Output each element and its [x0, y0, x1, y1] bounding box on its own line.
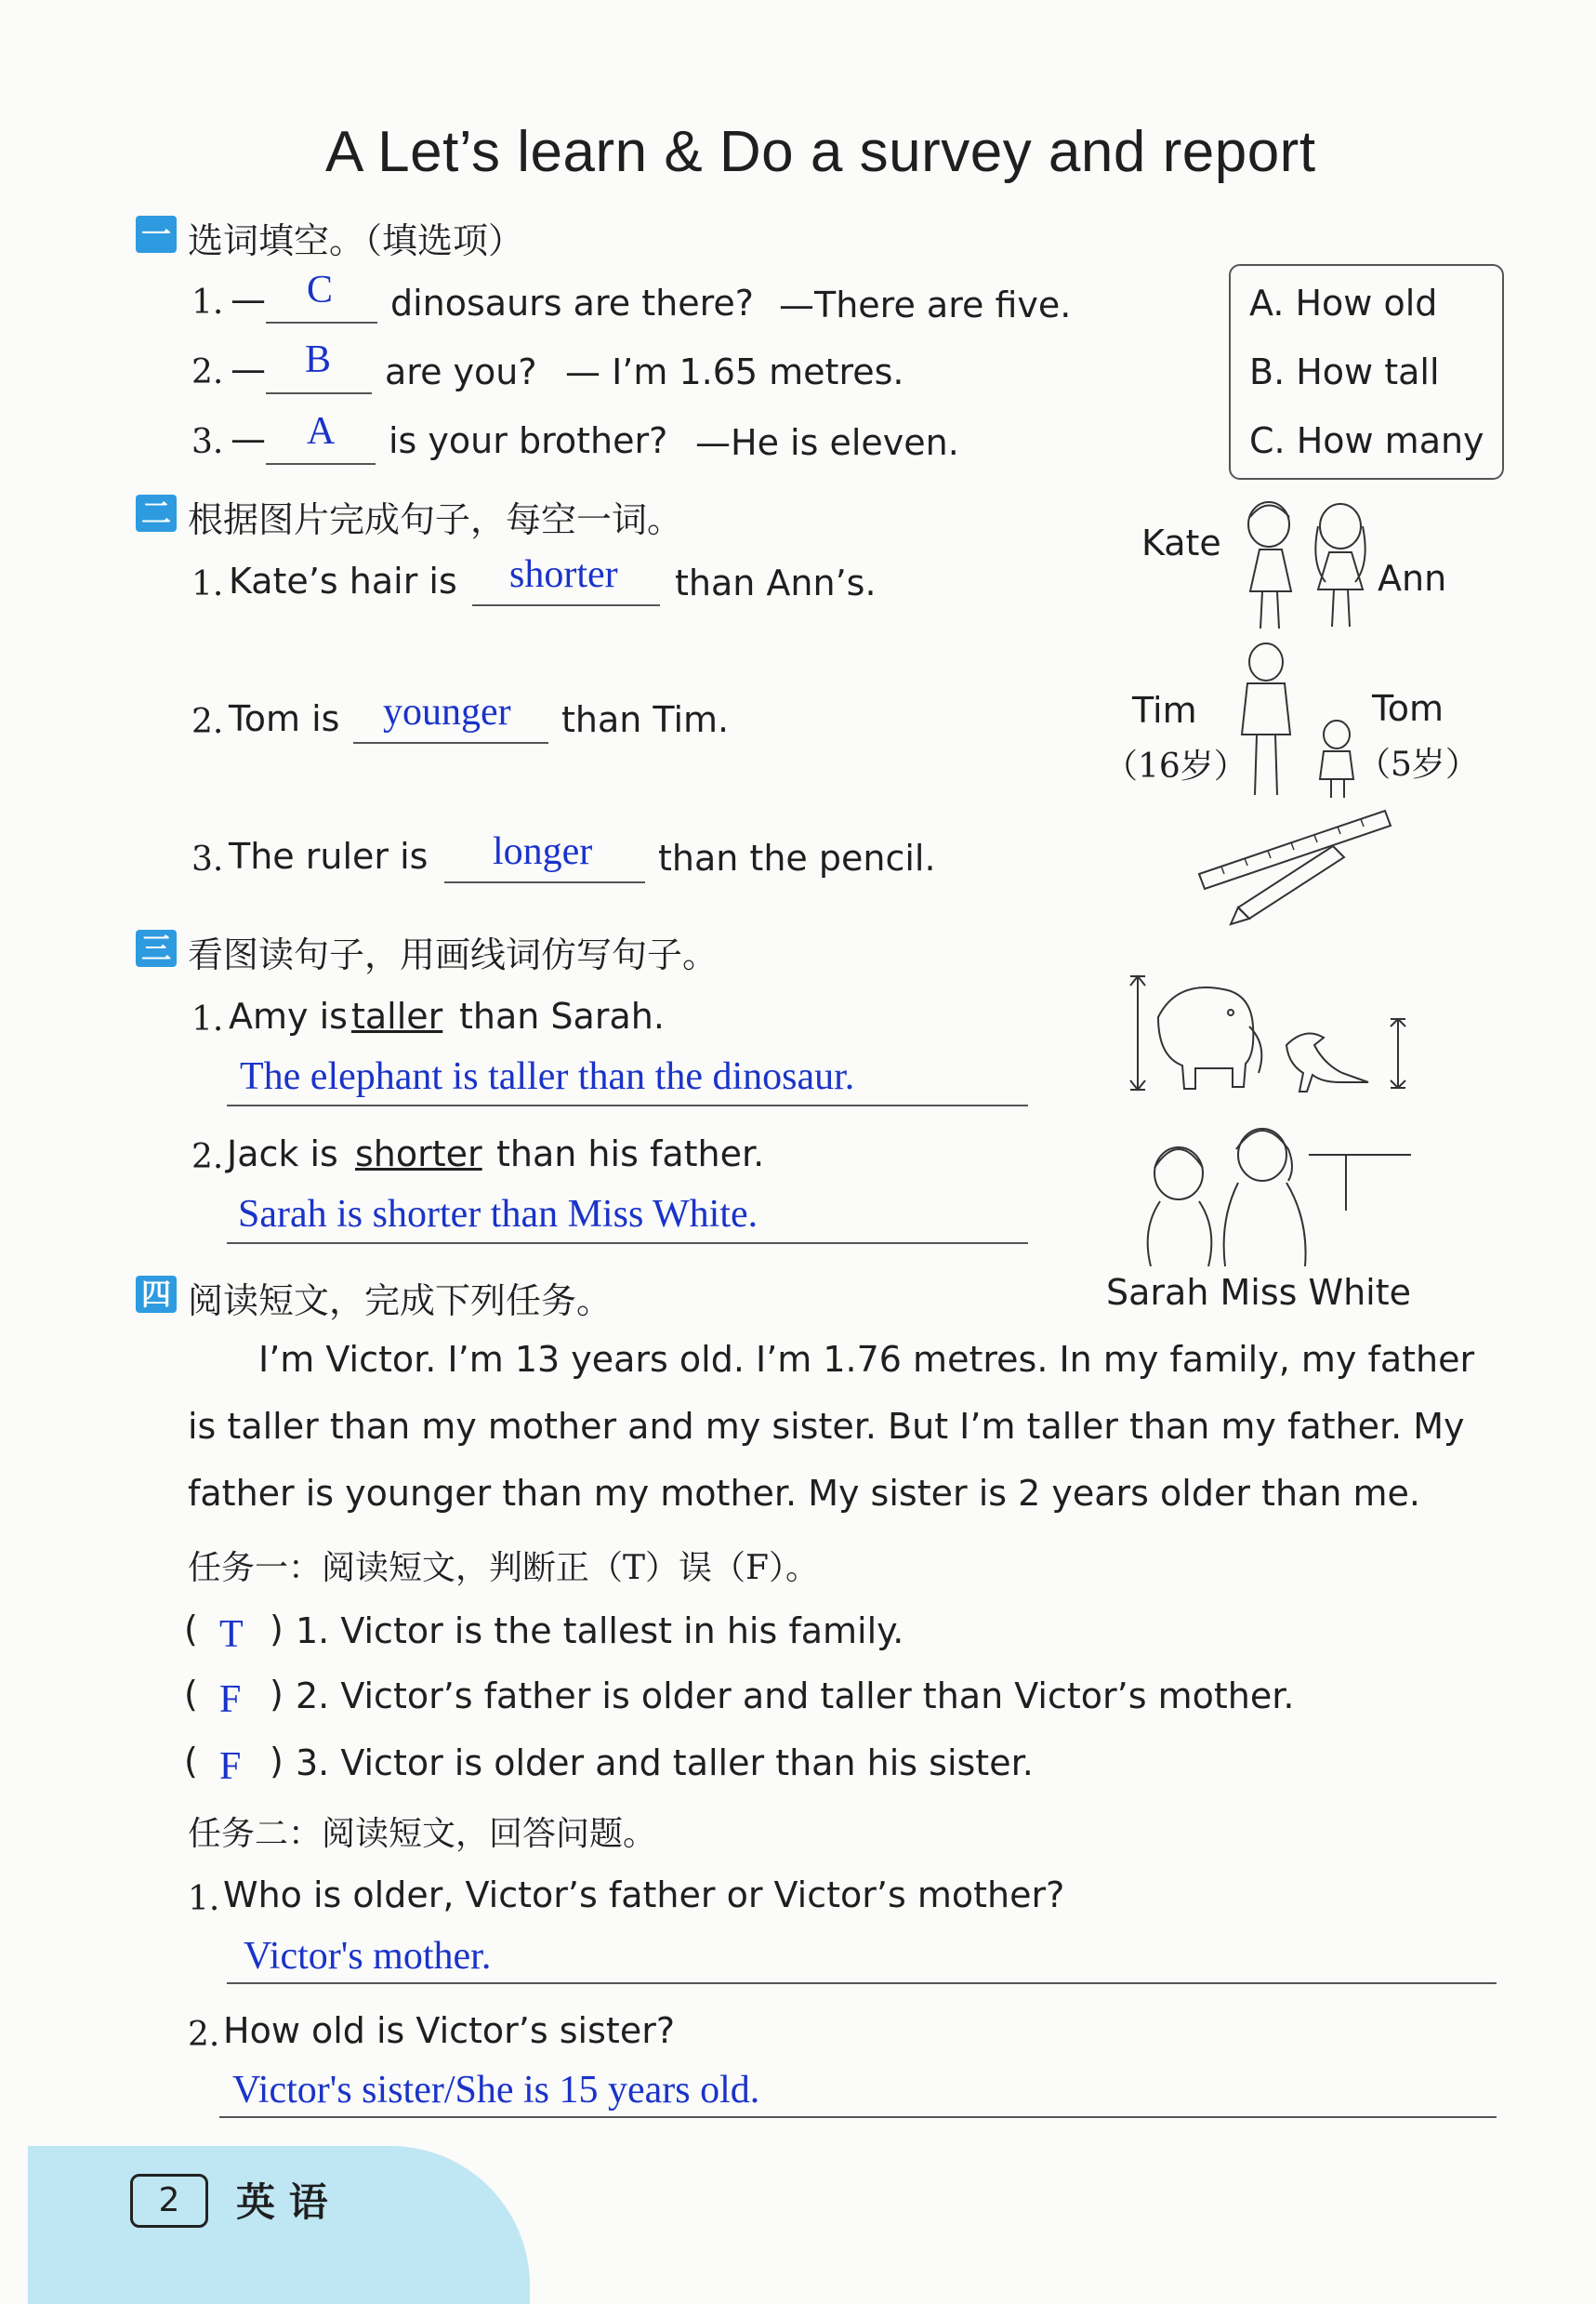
task1-item1-text: 1. Victor is the tallest in his family. — [296, 1610, 904, 1651]
s3-q2-before: Jack is — [227, 1133, 338, 1174]
passage-line-1: I’m Victor. I’m 13 years old. I’m 1.76 metres. In my family, my father — [258, 1339, 1475, 1380]
boys-illustration — [1227, 642, 1366, 800]
task1-item2-text: 2. Victor’s father is older and taller than Victor’s mother. — [296, 1675, 1295, 1716]
passage-line-3: father is younger than my mother. My sister is 2 years older than me. — [188, 1473, 1420, 1514]
task1-item1-answer: T — [219, 1613, 244, 1656]
s1-q1-answer: C — [307, 269, 334, 311]
s2-q3-after: than the pencil. — [658, 838, 936, 879]
option-b: B. How tall — [1249, 351, 1440, 392]
label-tim: Tim — [1132, 690, 1197, 731]
s2-q2-before: Tom is — [229, 698, 340, 739]
s2-q3-before: The ruler is — [229, 836, 429, 877]
passage-line-2: is taller than my mother and my sister. But I’m taller than my father. My — [188, 1406, 1465, 1447]
s2-q2-number: 2. — [191, 703, 224, 741]
s1-q1-blank[interactable] — [266, 322, 377, 324]
s2-q3-blank[interactable] — [444, 881, 645, 883]
ruler-pencil-illustration — [1194, 800, 1398, 930]
label-kate: Kate — [1141, 523, 1221, 563]
s3-q2-answer: Sarah is shorter than Miss White. — [238, 1193, 758, 1236]
subject-label: 英 语 — [236, 2179, 328, 2225]
s2-q3-number: 3. — [191, 841, 224, 879]
s1-q3-dash: — — [231, 418, 266, 459]
section-4-badge: 四 — [136, 1276, 177, 1313]
s1-q1-dash: — — [231, 279, 266, 320]
girls-illustration — [1227, 498, 1385, 638]
page-number: 2 — [130, 2174, 208, 2228]
s1-q3-answer: A — [307, 410, 336, 453]
s3-q1-number: 1. — [191, 1000, 224, 1039]
s2-q1-answer: shorter — [509, 553, 618, 596]
task1-item2-paren-close: ) — [270, 1674, 284, 1715]
s1-q2-number: 2. — [191, 353, 224, 391]
s3-q1-answer-line[interactable] — [227, 1105, 1028, 1106]
s1-q2-reply: — I’m 1.65 metres. — [565, 351, 904, 392]
section-2-heading: 根据图片完成句子，每空一词。 — [188, 499, 683, 540]
s1-q3-number: 3. — [191, 423, 224, 461]
page-title: A Let’s learn & Do a survey and report — [325, 120, 1316, 184]
label-ann: Ann — [1378, 558, 1447, 599]
s2-q3-answer: longer — [493, 830, 593, 873]
option-a: A. How old — [1249, 283, 1438, 324]
task1-item2-paren-open: ( — [184, 1674, 198, 1715]
task1-heading: 任务一：阅读短文，判断正（T）误（F）。 — [188, 1549, 819, 1587]
section-3-badge: 三 — [136, 930, 177, 967]
section-2-badge: 二 — [136, 495, 177, 532]
task2-q1-number: 1. — [188, 1880, 220, 1918]
task2-q1-answer: Victor's mother. — [244, 1935, 492, 1978]
task1-item3-answer: F — [219, 1745, 242, 1788]
s3-q1-underlined-word: taller — [351, 996, 443, 1037]
s1-q3-text: is your brother? — [389, 420, 668, 461]
task2-q2-answer-line[interactable] — [219, 2116, 1497, 2118]
task1-item3-paren-open: ( — [184, 1741, 198, 1781]
s3-q2-underlined-word: shorter — [355, 1133, 482, 1174]
s2-q2-after: than Tim. — [561, 699, 730, 740]
task2-q2-number: 2. — [188, 2016, 220, 2054]
label-tom-age: （5岁） — [1357, 746, 1479, 784]
s1-q2-answer: B — [305, 338, 332, 381]
s1-q2-blank[interactable] — [266, 392, 372, 394]
task1-item2-answer: F — [219, 1678, 242, 1721]
s1-q3-blank[interactable] — [266, 463, 376, 465]
s3-q2-after: than his father. — [496, 1133, 765, 1174]
caption-sarah-miss-white: Sarah Miss White — [1106, 1272, 1411, 1313]
section-1-heading: 选词填空。（填选项） — [188, 220, 524, 261]
task1-item1-paren-close: ) — [270, 1609, 284, 1649]
s2-q1-after: than Ann’s. — [675, 563, 877, 603]
s2-q1-number: 1. — [191, 565, 224, 603]
s1-q1-text: dinosaurs are there? — [390, 283, 754, 324]
s3-q1-after: than Sarah. — [459, 996, 665, 1037]
task2-q1-answer-line[interactable] — [227, 1982, 1497, 1984]
task2-heading: 任务二：阅读短文，回答问题。 — [188, 1815, 657, 1853]
task2-q1-question: Who is older, Victor’s father or Victor’s mother? — [223, 1874, 1065, 1915]
section-4-heading: 阅读短文，完成下列任务。 — [188, 1280, 613, 1321]
section-3-heading: 看图读句子，用画线词仿写句子。 — [188, 934, 719, 975]
s3-q1-before: Amy is — [229, 996, 348, 1037]
task1-item1-paren-open: ( — [184, 1609, 198, 1649]
s1-q1-number: 1. — [191, 284, 224, 322]
s3-q2-number: 2. — [191, 1138, 224, 1176]
section-1-badge: 一 — [136, 216, 177, 253]
label-tom: Tom — [1372, 688, 1444, 729]
task2-q2-answer: Victor's sister/She is 15 years old. — [232, 2069, 760, 2112]
s3-q1-answer: The elephant is taller than the dinosaur. — [240, 1055, 855, 1098]
s1-q1-reply: —There are five. — [779, 285, 1072, 325]
option-c: C. How many — [1249, 420, 1484, 461]
elephant-dinosaur-illustration — [1119, 971, 1417, 1101]
s2-q1-before: Kate’s hair is — [229, 561, 457, 602]
s1-q2-dash: — — [231, 349, 266, 390]
s1-q2-text: are you? — [385, 351, 537, 392]
s2-q2-answer: younger — [383, 691, 511, 734]
s2-q1-blank[interactable] — [472, 604, 660, 606]
task1-item3-paren-close: ) — [270, 1741, 284, 1781]
s1-q3-reply: —He is eleven. — [695, 422, 959, 463]
label-tim-age: （16岁） — [1104, 748, 1247, 786]
task1-item3-text: 3. Victor is older and taller than his sister. — [296, 1742, 1034, 1783]
task2-q2-question: How old is Victor’s sister? — [223, 2010, 675, 2051]
s3-q2-answer-line[interactable] — [227, 1242, 1028, 1244]
sarah-miss-white-illustration — [1123, 1127, 1420, 1266]
s2-q2-blank[interactable] — [353, 742, 548, 744]
